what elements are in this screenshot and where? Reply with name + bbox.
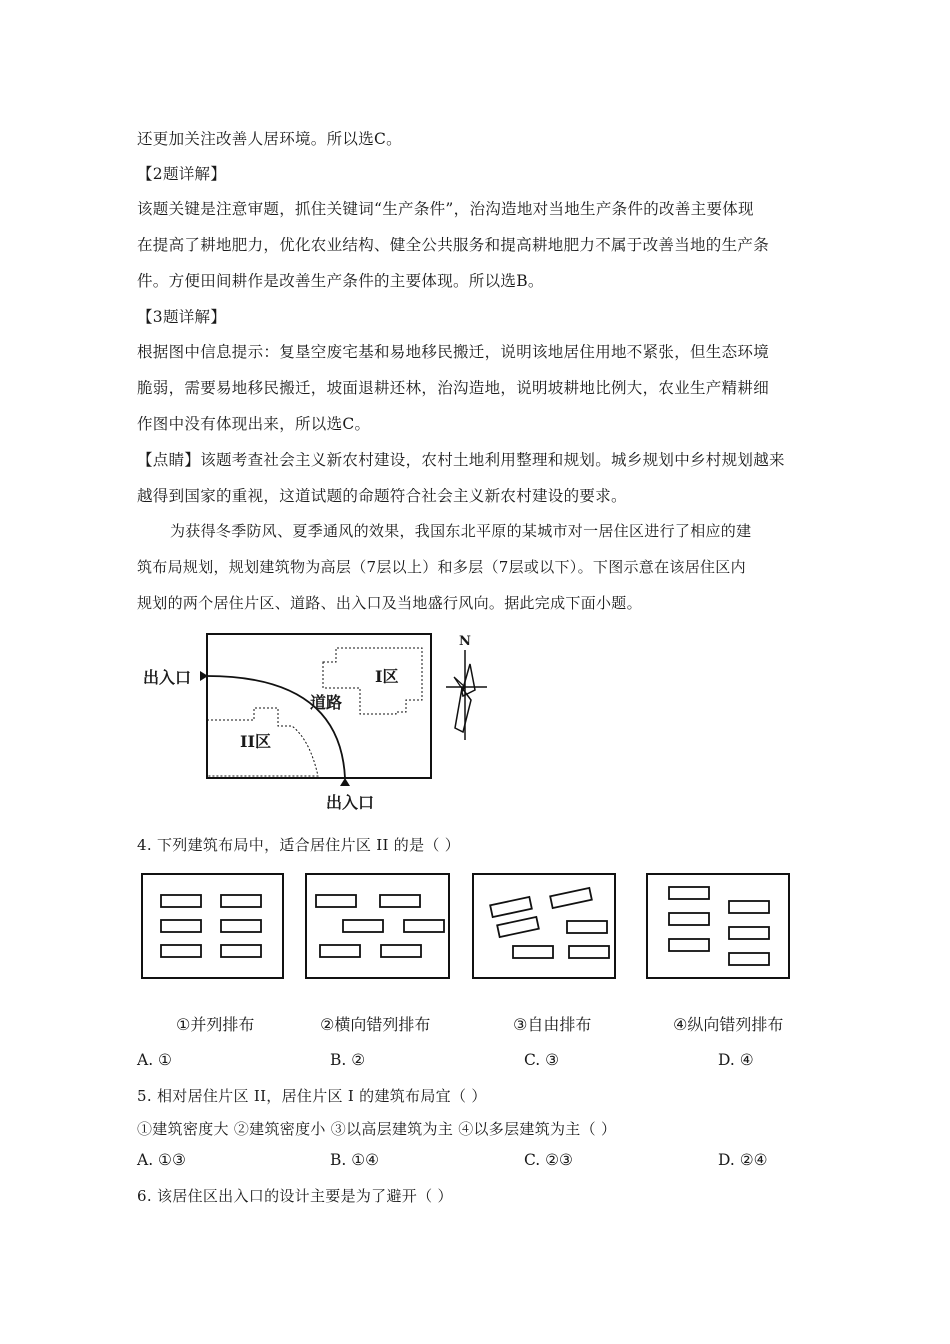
answer-text-line: 根据图中信息提示：复垦空废宅基和易地移民搬迁，说明该地居住用地不紧张，但生态环境	[137, 343, 770, 361]
answer-text-line: 脆弱，需要易地移民搬迁，坡面退耕还林，治沟造地，说明坡耕地比例大，农业生产精耕细	[137, 379, 770, 397]
layout-caption-4: ④纵向错列排布	[673, 1015, 784, 1034]
stem-text-line: 筑布局规划，规划建筑物为高层（7层以上）和多层（7层或以下）。下图示意在该居住区内	[137, 558, 746, 576]
q4-option-d[interactable]: D. ④	[718, 1051, 754, 1069]
entrance-label-bottom: 出入口	[326, 793, 375, 812]
entrance-label-left: 出入口	[143, 668, 192, 687]
q5-option-b[interactable]: B. ①④	[330, 1151, 380, 1169]
layout-2-horizontal-staggered	[306, 874, 449, 978]
layout-1-parallel	[142, 874, 283, 978]
q5-option-d[interactable]: D. ②④	[718, 1151, 768, 1169]
layout-3-free	[473, 874, 615, 978]
zone-1-label: I区	[375, 667, 399, 686]
comment-text-line: 【点睛】该题考查社会主义新农村建设，农村土地利用整理和规划。城乡规划中乡村规划越来	[137, 451, 785, 469]
layout-caption-2: ②横向错列排布	[320, 1015, 431, 1034]
answer-text-line: 在提高了耕地肥力，优化农业结构、健全公共服务和提高耕地肥力不属于改善当地的生产条	[137, 236, 770, 254]
road-label: 道路	[310, 693, 343, 712]
question-4-stem: 4. 下列建筑布局中，适合居住片区 II 的是（ ）	[137, 836, 461, 854]
north-label: N	[459, 634, 471, 649]
answer-text-line: 还更加关注改善人居环境。所以选C。	[137, 130, 402, 148]
q5-option-a[interactable]: A. ①③	[137, 1151, 186, 1169]
comment-text-line: 越得到国家的重视，这道试题的命题符合社会主义新农村建设的要求。	[137, 487, 627, 505]
q5-option-c[interactable]: C. ②③	[524, 1151, 573, 1169]
q4-option-a[interactable]: A. ①	[137, 1051, 172, 1069]
question-5-choices: ①建筑密度大 ②建筑密度小 ③以高层建筑为主 ④以多层建筑为主（ ）	[137, 1120, 617, 1138]
section-heading-q2: 【2题详解】	[137, 165, 227, 183]
layout-4-vertical-staggered	[647, 874, 789, 978]
question-5-stem: 5. 相对居住片区 II，居住片区 I 的建筑布局宜（ ）	[137, 1087, 487, 1105]
section-heading-q3: 【3题详解】	[137, 308, 227, 326]
q4-option-c[interactable]: C. ③	[524, 1051, 560, 1069]
question-6-stem: 6. 该居住区出入口的设计主要是为了避开（ ）	[137, 1187, 453, 1205]
stem-text-line: 为获得冬季防风、夏季通风的效果，我国东北平原的某城市对一居住区进行了相应的建	[170, 522, 752, 540]
answer-text-line: 件。方便田间耕作是改善生产条件的主要体现。所以选B。	[137, 272, 544, 290]
answer-text-line: 作图中没有体现出来，所以选C。	[137, 415, 371, 433]
layout-caption-1: ①并列排布	[176, 1015, 255, 1034]
layout-caption-3: ③自由排布	[513, 1015, 592, 1034]
zone-2-label: II区	[240, 732, 271, 751]
stem-text-line: 规划的两个居住片区、道路、出入口及当地盛行风向。据此完成下面小题。	[137, 594, 642, 612]
q4-option-b[interactable]: B. ②	[330, 1051, 366, 1069]
answer-text-line: 该题关键是注意审题，抓住关键词“生产条件”，治沟造地对当地生产条件的改善主要体现	[137, 200, 754, 218]
